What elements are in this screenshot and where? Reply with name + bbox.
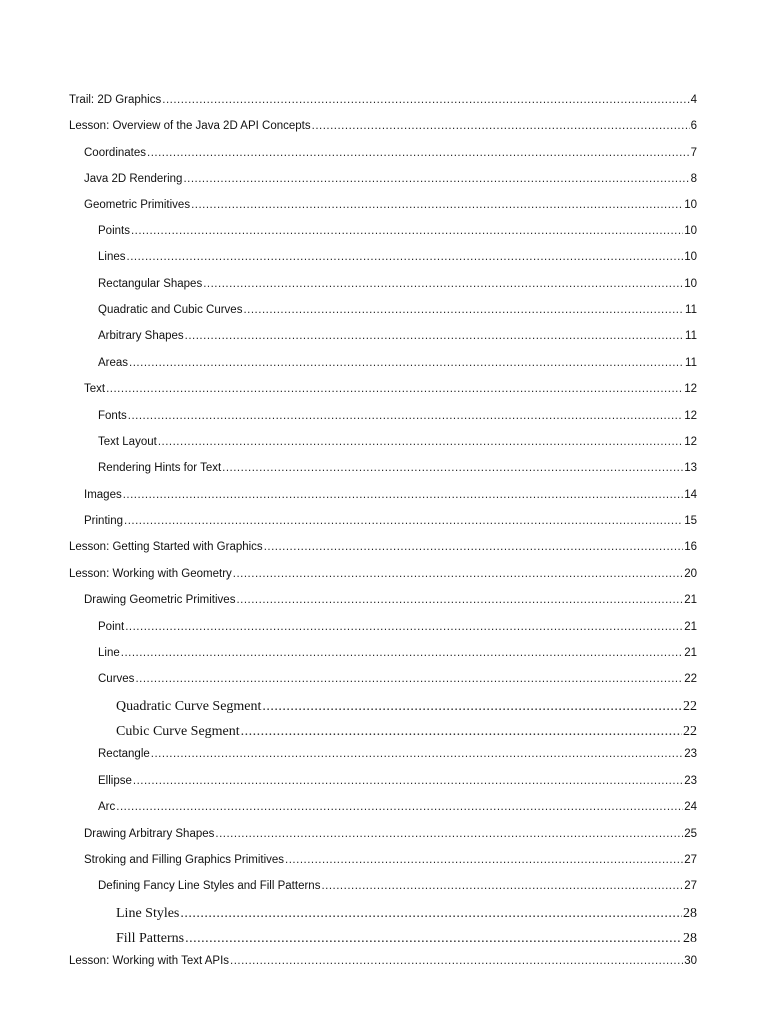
toc-entry-title: Points (98, 225, 130, 237)
toc-entry-page-number: 11 (685, 330, 697, 342)
toc-entry[interactable] (98, 357, 697, 369)
toc-dot-leader (127, 251, 684, 263)
toc-dot-leader (241, 724, 682, 740)
toc-entry-title: Rendering Hints for Text (98, 462, 222, 474)
toc-entry-title: Lesson: Working with Geometry (69, 568, 232, 580)
toc-entry[interactable] (69, 955, 697, 967)
toc-entry-page-number: 25 (684, 828, 697, 840)
toc-dot-leader (147, 147, 690, 159)
toc-entry-title: Arc (98, 801, 116, 813)
toc-entry-title: Stroking and Filling Graphics Primitives (84, 854, 285, 866)
toc-entry-title: Lesson: Overview of the Java 2D API Concepts (69, 120, 311, 132)
toc-dot-leader (236, 594, 683, 606)
toc-entry-title: Java 2D Rendering (84, 173, 183, 185)
toc-entry-title: Cubic Curve Segment (116, 724, 240, 739)
toc-entry-page-number: 20 (684, 568, 697, 580)
toc-dot-leader (233, 568, 683, 580)
toc-dot-leader (133, 775, 683, 787)
toc-entry[interactable] (84, 854, 697, 866)
toc-entry[interactable] (84, 828, 697, 840)
toc-entry[interactable] (116, 931, 697, 947)
toc-dot-leader (191, 199, 683, 211)
toc-entry[interactable] (84, 147, 697, 159)
toc-entry-page-number: 27 (684, 854, 697, 866)
toc-entry-page-number: 27 (684, 880, 697, 892)
toc-dot-leader (125, 621, 683, 633)
toc-entry[interactable] (98, 673, 697, 685)
toc-dot-leader (106, 383, 683, 395)
toc-entry-page-number: 21 (684, 647, 697, 659)
toc-entry[interactable] (116, 906, 697, 922)
toc-entry[interactable] (98, 880, 697, 892)
toc-entry-page-number: 12 (684, 410, 697, 422)
toc-entry-title: Line (98, 647, 120, 659)
toc-entry-title: Text (84, 383, 106, 395)
toc-dot-leader (262, 699, 682, 715)
toc-entry-title: Fonts (98, 410, 127, 422)
toc-entry-page-number: 7 (690, 147, 697, 159)
toc-entry-page-number: 15 (684, 515, 697, 527)
toc-dot-leader (321, 880, 683, 892)
toc-dot-leader (185, 931, 682, 947)
toc-entry[interactable] (116, 724, 697, 740)
toc-entry-page-number: 22 (683, 724, 697, 739)
toc-entry-page-number: 4 (690, 94, 697, 106)
toc-entry-page-number: 22 (683, 699, 697, 714)
toc-entry-page-number: 14 (684, 489, 697, 501)
toc-dot-leader (129, 357, 684, 369)
toc-entry-title: Drawing Arbitrary Shapes (84, 828, 215, 840)
toc-dot-leader (230, 955, 683, 967)
toc-entry-title: Lesson: Getting Started with Graphics (69, 541, 263, 553)
toc-entry-page-number: 28 (683, 931, 697, 946)
toc-entry-title: Line Styles (116, 906, 180, 921)
toc-entry-title: Text Layout (98, 436, 157, 448)
toc-entry[interactable] (98, 251, 697, 263)
toc-entry-title: Areas (98, 357, 129, 369)
toc-entry-page-number: 22 (684, 673, 697, 685)
toc-entry-title: Printing (84, 515, 123, 527)
toc-dot-leader (285, 854, 683, 866)
toc-entry-title: Quadratic Curve Segment (116, 699, 262, 714)
toc-entry-title: Fill Patterns (116, 931, 185, 946)
toc-entry-title: Ellipse (98, 775, 132, 787)
toc-entry-page-number: 21 (684, 594, 697, 606)
toc-dot-leader (183, 173, 689, 185)
toc-entry[interactable] (98, 304, 697, 316)
toc-dot-leader (162, 94, 689, 106)
toc-entry-title: Lesson: Working with Text APIs (69, 955, 230, 967)
toc-entry-title: Quadratic and Cubic Curves (98, 304, 243, 316)
toc-entry[interactable] (98, 801, 697, 813)
toc-entry-page-number: 16 (684, 541, 697, 553)
toc-dot-leader (180, 906, 682, 922)
toc-entry-title: Trail: 2D Graphics (69, 94, 162, 106)
toc-entry[interactable] (84, 173, 697, 185)
toc-entry-page-number: 10 (684, 199, 697, 211)
toc-entry-title: Geometric Primitives (84, 199, 191, 211)
toc-entry[interactable] (98, 775, 697, 787)
toc-entry[interactable] (98, 225, 697, 237)
toc-entry-page-number: 13 (684, 462, 697, 474)
toc-dot-leader (124, 515, 683, 527)
toc-entry[interactable] (98, 647, 697, 659)
toc-entry[interactable] (84, 594, 697, 606)
toc-entry-page-number: 11 (685, 304, 697, 316)
toc-entry-title: Lines (98, 251, 126, 263)
toc-entry-title: Curves (98, 673, 135, 685)
toc-dot-leader (131, 225, 683, 237)
toc-dot-leader (116, 801, 683, 813)
toc-entry[interactable] (98, 410, 697, 422)
toc-entry[interactable] (69, 568, 697, 580)
toc-entry-page-number: 23 (684, 775, 697, 787)
toc-dot-leader (123, 489, 683, 501)
toc-entry[interactable] (84, 199, 697, 211)
toc-entry-title: Point (98, 621, 125, 633)
toc-entry-page-number: 23 (684, 748, 697, 760)
toc-entry-page-number: 21 (684, 621, 697, 633)
toc-dot-leader (203, 278, 683, 290)
toc-entry[interactable] (69, 120, 697, 132)
toc-dot-leader (312, 120, 690, 132)
toc-entry-page-number: 30 (684, 955, 697, 967)
toc-entry-title: Defining Fancy Line Styles and Fill Patterns (98, 880, 321, 892)
toc-dot-leader (215, 828, 683, 840)
toc-entry[interactable] (98, 462, 697, 474)
toc-entry-title: Drawing Geometric Primitives (84, 594, 236, 606)
toc-dot-leader (264, 541, 684, 553)
toc-entry[interactable] (84, 489, 697, 501)
toc-entry-page-number: 10 (684, 278, 697, 290)
toc-entry-page-number: 10 (684, 225, 697, 237)
toc-entry-page-number: 28 (683, 906, 697, 921)
toc-dot-leader (151, 748, 683, 760)
toc-entry-page-number: 24 (684, 801, 697, 813)
toc-entry[interactable] (98, 621, 697, 633)
toc-entry[interactable] (84, 383, 697, 395)
toc-entry-title: Rectangle (98, 748, 150, 760)
toc-dot-leader (243, 304, 684, 316)
toc-entry[interactable] (98, 330, 697, 342)
toc-entry-page-number: 12 (684, 383, 697, 395)
toc-entry[interactable] (84, 515, 697, 527)
toc-entry[interactable] (98, 278, 697, 290)
toc-dot-leader (121, 647, 683, 659)
toc-entry[interactable] (98, 436, 697, 448)
toc-dot-leader (135, 673, 683, 685)
toc-entry-title: Arbitrary Shapes (98, 330, 184, 342)
toc-entry[interactable] (116, 699, 697, 715)
toc-entry[interactable] (69, 541, 697, 553)
toc-entry-title: Images (84, 489, 122, 501)
toc-entry-page-number: 8 (690, 173, 697, 185)
toc-dot-leader (128, 410, 683, 422)
toc-entry-page-number: 11 (685, 357, 697, 369)
toc-entry-page-number: 12 (684, 436, 697, 448)
toc-entry-title: Rectangular Shapes (98, 278, 203, 290)
toc-entry-title: Coordinates (84, 147, 147, 159)
toc-entry-page-number: 10 (684, 251, 697, 263)
toc-entry[interactable] (98, 748, 697, 760)
toc-dot-leader (222, 462, 683, 474)
toc-dot-leader (185, 330, 684, 342)
toc-dot-leader (158, 436, 683, 448)
toc-entry[interactable] (69, 94, 697, 106)
toc-entry-page-number: 6 (690, 120, 697, 132)
